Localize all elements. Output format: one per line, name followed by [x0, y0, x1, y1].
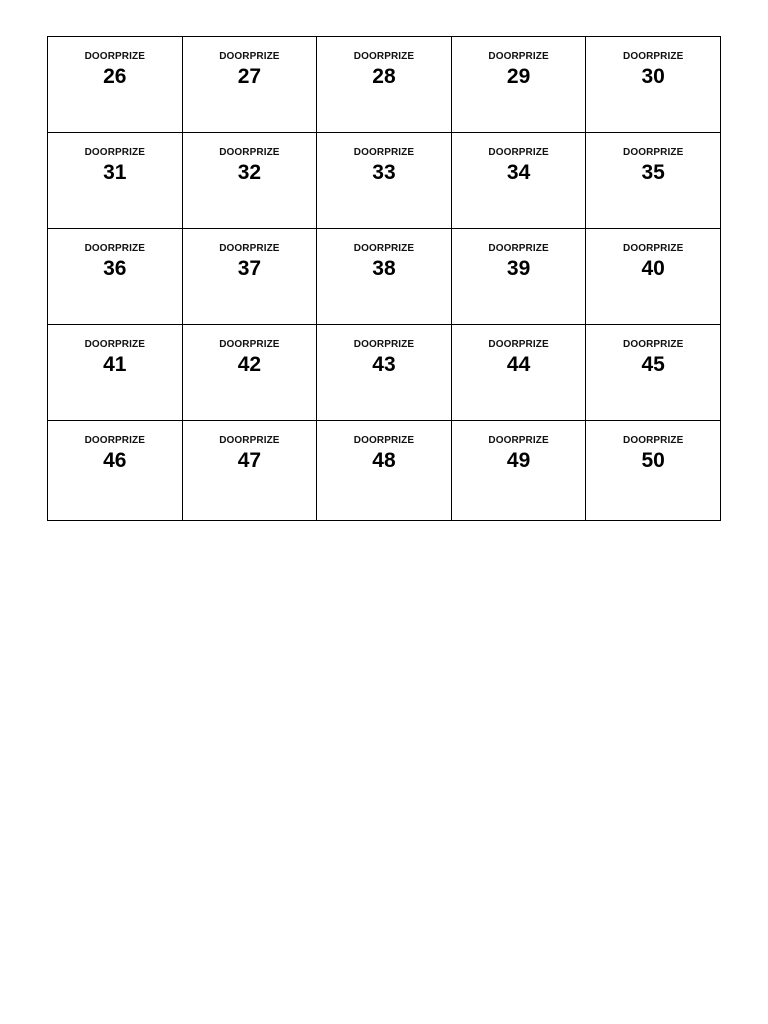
ticket-label: DOORPRIZE: [84, 339, 145, 350]
ticket-label: DOORPRIZE: [219, 147, 280, 158]
ticket-cell: [182, 133, 317, 229]
ticket-cell: [48, 325, 183, 421]
ticket-label: DOORPRIZE: [488, 339, 549, 350]
ticket-number: 50: [641, 449, 665, 472]
ticket-number: 41: [103, 353, 127, 376]
ticket-number: 34: [506, 161, 531, 184]
ticket-row: [48, 421, 721, 521]
ticket-label: DOORPRIZE: [623, 147, 684, 158]
ticket-label: DOORPRIZE: [488, 51, 549, 62]
ticket-label: DOORPRIZE: [219, 51, 280, 62]
ticket-cell: [182, 325, 317, 421]
ticket-label: DOORPRIZE: [219, 243, 280, 254]
ticket-cell: [586, 37, 721, 133]
ticket-label: DOORPRIZE: [84, 147, 145, 158]
ticket-number: 43: [372, 353, 396, 376]
ticket-label: DOORPRIZE: [353, 51, 415, 62]
ticket-label: DOORPRIZE: [488, 243, 549, 254]
doorprize-ticket-grid: [47, 36, 721, 521]
ticket-number: 30: [641, 65, 665, 88]
ticket-number: 35: [641, 161, 665, 184]
ticket-row: [48, 37, 721, 133]
ticket-number: 45: [641, 353, 665, 376]
ticket-number: 29: [506, 65, 531, 88]
ticket-label: DOORPRIZE: [623, 51, 684, 62]
ticket-cell: [586, 229, 721, 325]
ticket-number: 31: [103, 161, 127, 184]
ticket-cell: [586, 133, 721, 229]
ticket-number: 47: [237, 449, 262, 472]
ticket-number: 40: [641, 257, 665, 280]
ticket-number: 49: [506, 449, 531, 472]
ticket-number: 32: [237, 161, 262, 184]
ticket-cell: [48, 229, 183, 325]
ticket-label: DOORPRIZE: [623, 435, 684, 446]
ticket-cell: [182, 229, 317, 325]
ticket-cell: [317, 421, 452, 521]
ticket-number: 36: [103, 257, 127, 280]
ticket-label: DOORPRIZE: [353, 147, 415, 158]
ticket-label: DOORPRIZE: [219, 435, 280, 446]
ticket-cell: [48, 421, 183, 521]
ticket-cell: [48, 133, 183, 229]
ticket-row: [48, 133, 721, 229]
ticket-number: 46: [103, 449, 127, 472]
ticket-cell: [317, 229, 452, 325]
ticket-label: DOORPRIZE: [488, 435, 549, 446]
ticket-cell: [451, 37, 586, 133]
ticket-cell: [48, 37, 183, 133]
ticket-label: DOORPRIZE: [623, 243, 684, 254]
ticket-cell: [317, 325, 452, 421]
ticket-cell: [451, 229, 586, 325]
ticket-number: 33: [372, 161, 396, 184]
ticket-label: DOORPRIZE: [623, 339, 684, 350]
ticket-cell: [586, 325, 721, 421]
ticket-number: 28: [372, 65, 396, 88]
ticket-cell: [317, 133, 452, 229]
ticket-label: DOORPRIZE: [488, 147, 549, 158]
ticket-label: DOORPRIZE: [353, 243, 415, 254]
ticket-cell: [317, 37, 452, 133]
ticket-number: 37: [237, 257, 262, 280]
ticket-cell: [451, 421, 586, 521]
ticket-number: 26: [103, 65, 127, 88]
ticket-cell: [586, 421, 721, 521]
ticket-row: [48, 325, 721, 421]
ticket-label: DOORPRIZE: [84, 51, 145, 62]
ticket-number: 44: [506, 353, 531, 376]
ticket-cell: [451, 325, 586, 421]
ticket-number: 48: [372, 449, 396, 472]
ticket-label: DOORPRIZE: [84, 435, 145, 446]
ticket-label: DOORPRIZE: [353, 339, 415, 350]
ticket-number: 39: [506, 257, 531, 280]
ticket-cell: [182, 37, 317, 133]
ticket-number: 42: [237, 353, 262, 376]
ticket-cell: [451, 133, 586, 229]
ticket-row: [48, 229, 721, 325]
ticket-cell: [182, 421, 317, 521]
ticket-label: DOORPRIZE: [219, 339, 280, 350]
ticket-label: DOORPRIZE: [84, 243, 145, 254]
ticket-number: 38: [372, 257, 396, 280]
ticket-label: DOORPRIZE: [353, 435, 415, 446]
ticket-number: 27: [237, 65, 262, 88]
